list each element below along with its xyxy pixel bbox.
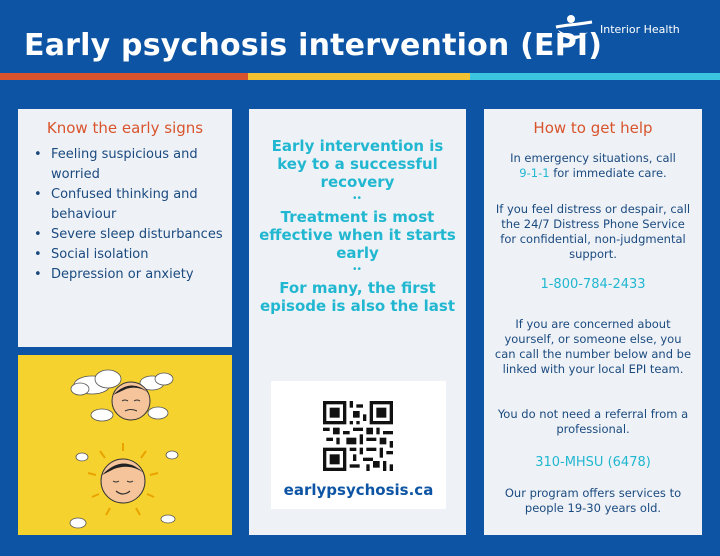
website-link[interactable]: earlypsychosis.ca (283, 481, 434, 499)
early-signs-title: Know the early signs (46, 119, 204, 137)
list-item: • Social isolation (34, 245, 232, 265)
person-swoosh-icon (552, 14, 596, 44)
list-item: • Feeling suspicious and worried (34, 145, 232, 185)
worried-faces-illustration (18, 355, 232, 535)
list-item: • Confused thinking and behaviour (34, 185, 232, 225)
key-message-2: Treatment is most effective when it starts early (259, 208, 456, 262)
qr-code-card (271, 381, 446, 509)
key-message-3: For many, the first episode is also the last (259, 279, 456, 315)
program-age-text: Our program offers services to people 19-30 years old. (504, 486, 682, 515)
accent-stripe-cyan (470, 73, 720, 80)
page-title: Early psychosis intervention (EPI) (24, 28, 603, 63)
mhsu-phone-number[interactable]: 310-MHSU (6478) (535, 455, 651, 470)
accent-stripe-yellow (248, 73, 470, 80)
get-help-panel (484, 109, 702, 535)
referral-text: You do not need a referral from a professional. (497, 407, 689, 436)
separator-dots: •• (352, 193, 362, 204)
brand-name: Interior Health (600, 22, 680, 36)
accent-stripe-orange (0, 73, 248, 80)
emergency-text-pre: In emergency situations, call (510, 151, 676, 165)
early-signs-list (18, 145, 232, 285)
interior-health-logo (552, 14, 680, 44)
list-item: • Depression or anxiety (34, 265, 232, 285)
illustration-panel (18, 355, 232, 535)
get-help-title: How to get help (533, 119, 653, 137)
key-message-1: Early intervention is key to a successful recovery (271, 137, 444, 191)
key-messages-panel (249, 109, 466, 535)
distress-phone-number[interactable]: 1-800-784-2433 (540, 277, 646, 292)
distress-text: If you feel distress or despair, call the 24/7 Distress Phone Service for confidential, non-judgmental support. (495, 202, 691, 261)
concerned-text: If you are concerned about yourself, or someone else, you can call the number below and be linked with your local EPI team. (494, 317, 692, 376)
qr-code-icon[interactable] (323, 401, 393, 471)
separator-dots: •• (352, 264, 362, 275)
early-signs-panel (18, 109, 232, 347)
emergency-text (494, 151, 692, 181)
emergency-number[interactable]: 9-1-1 (519, 166, 550, 180)
list-item: • Severe sleep disturbances (34, 225, 232, 245)
emergency-text-post: for immediate care. (553, 166, 667, 180)
